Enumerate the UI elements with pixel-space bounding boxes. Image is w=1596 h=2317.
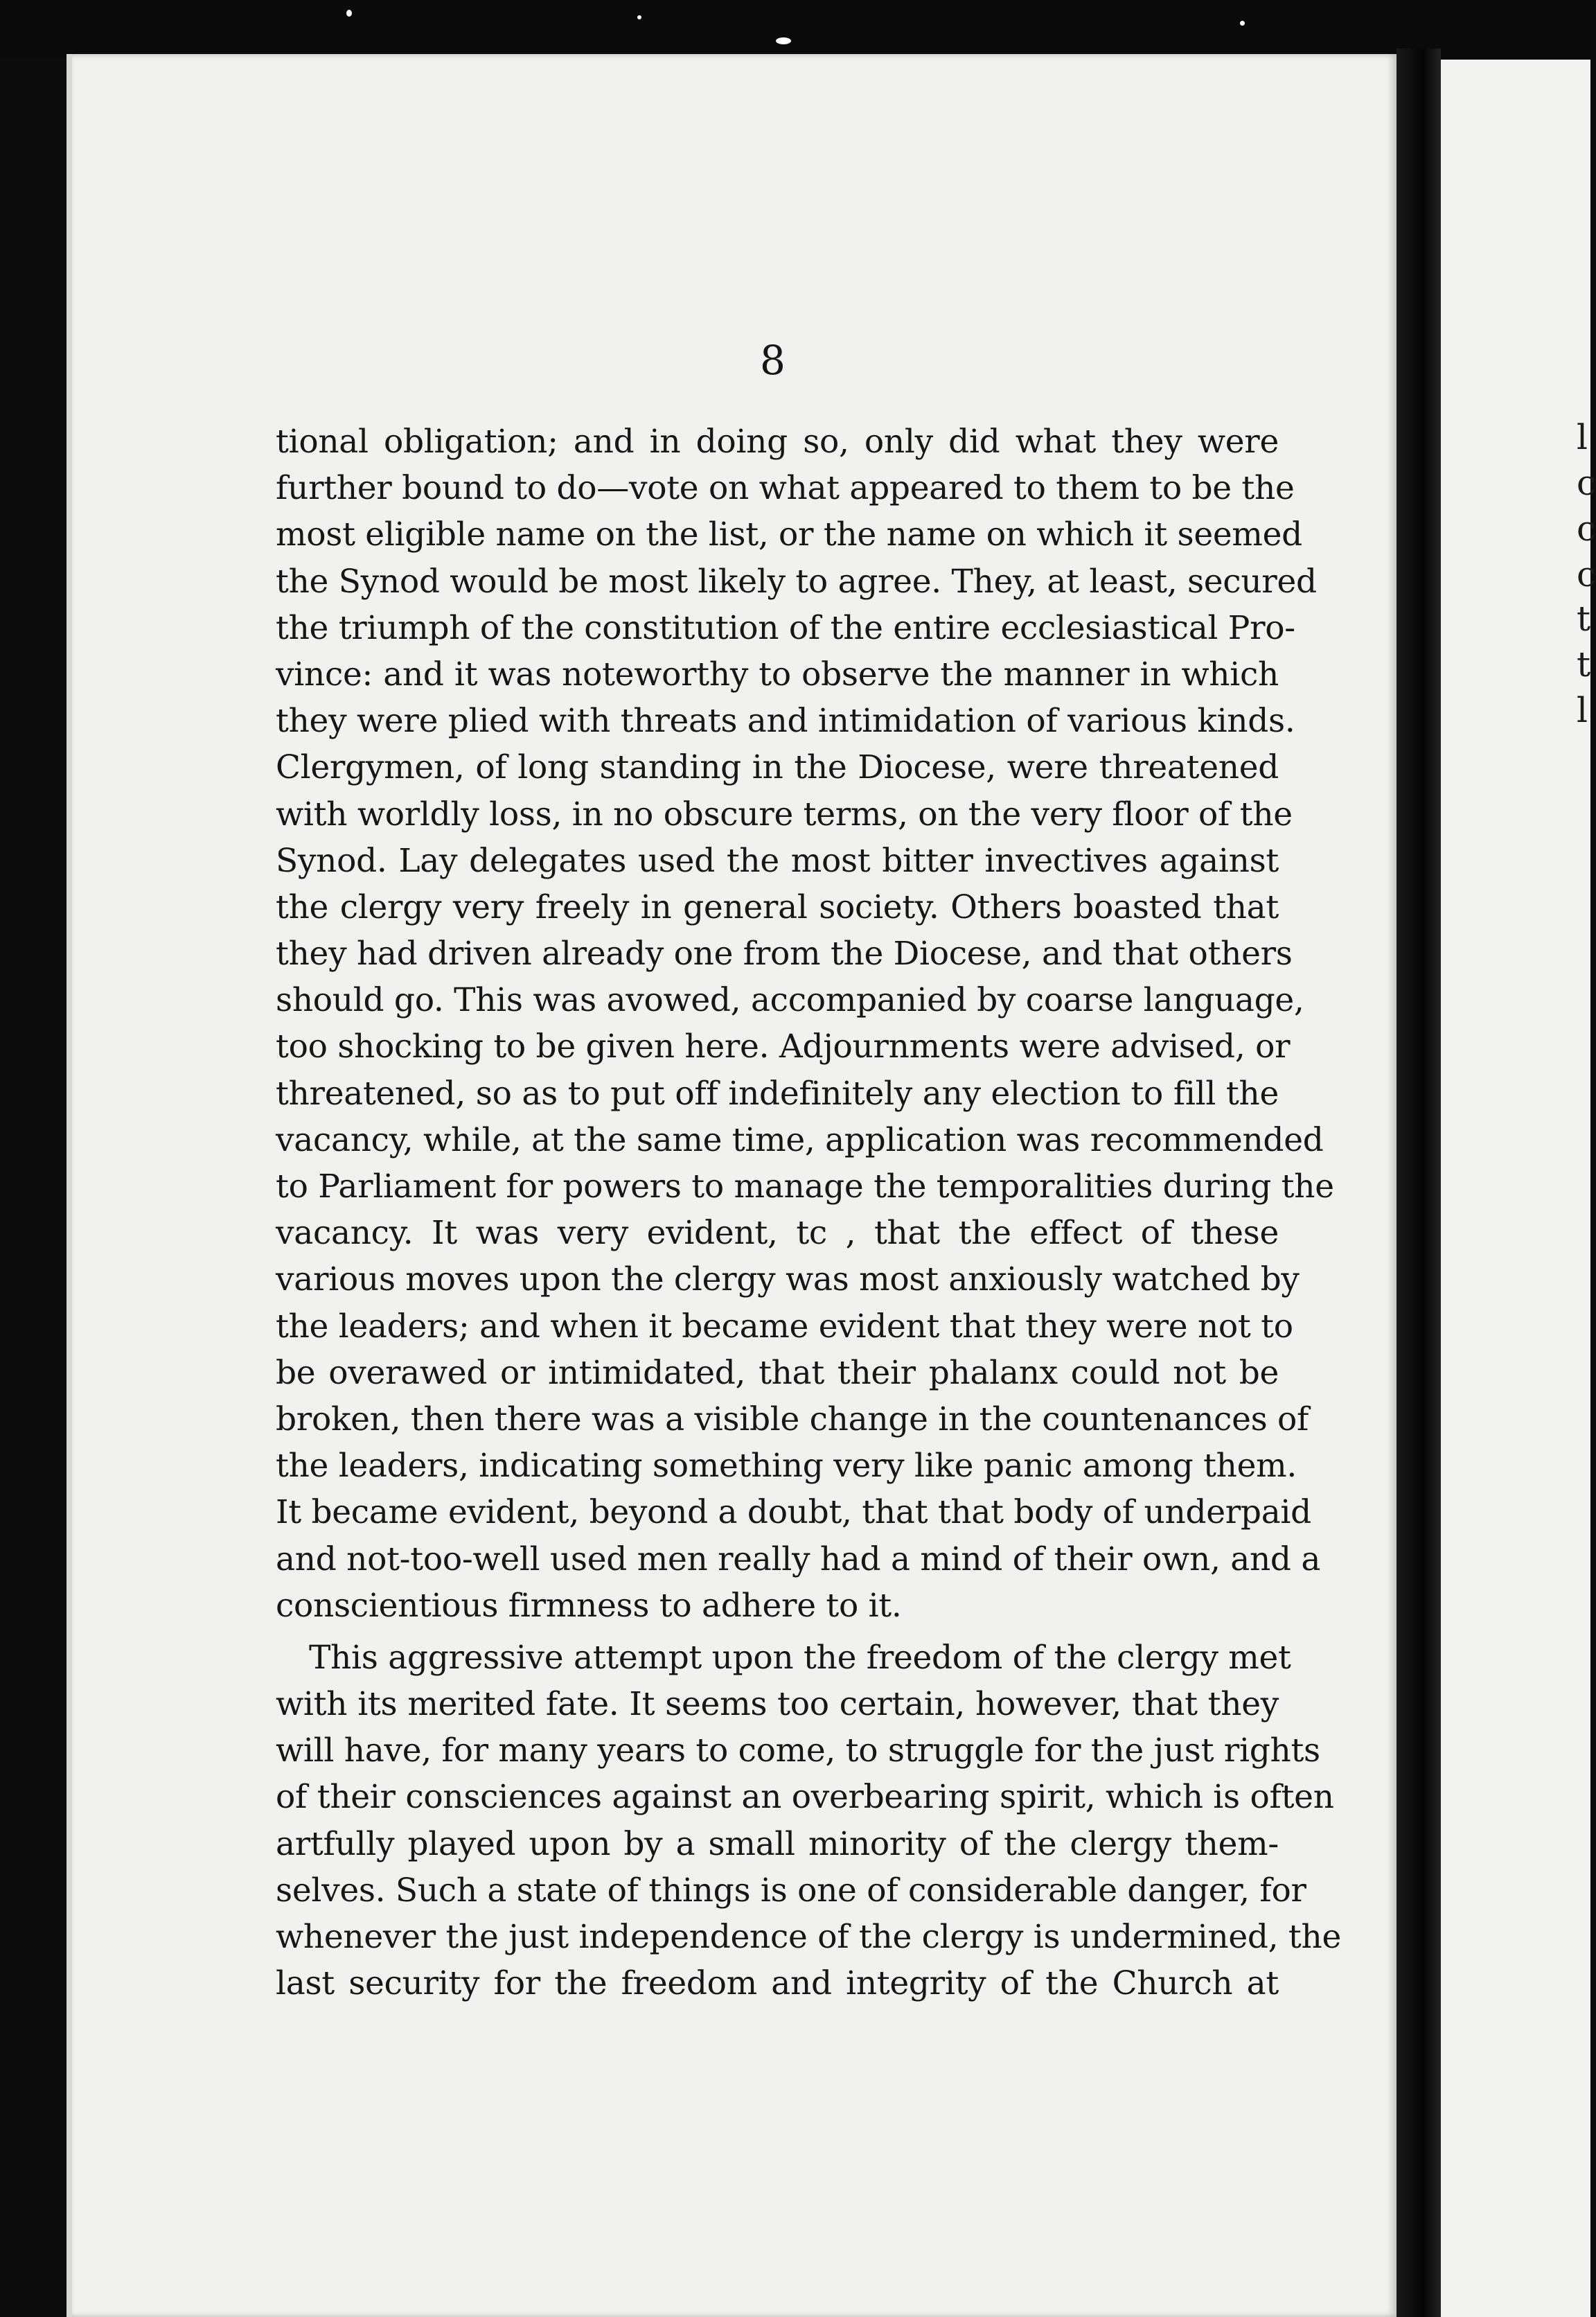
- facing-page-fragment: c: [1577, 463, 1596, 503]
- text-line: This aggressive attempt upon the freedom of the clergy met: [309, 1638, 1291, 1677]
- scan-top-border: [0, 0, 1590, 60]
- scan-speck: [637, 15, 641, 19]
- text-line: vacancy. It was very evident, tc , that the effect of these: [276, 1214, 1279, 1253]
- page-body-text: [276, 419, 1341, 2007]
- text-line: to Parliament for powers to manage the temporalities during the: [276, 1168, 1334, 1206]
- text-line: broken, then there was a visible change in the countenances of: [276, 1400, 1309, 1438]
- scan-speck: [346, 10, 352, 17]
- text-line: last security for the freedom and integrity of the Church at: [276, 1964, 1279, 2003]
- page-left-edge: [66, 54, 72, 2317]
- text-line: should go. This was avowed, accompanied by coarse language,: [276, 981, 1304, 1020]
- facing-page-edge: [1441, 60, 1596, 2317]
- text-line: will have, for many years to come, to struggle for the just rights: [276, 1732, 1320, 1770]
- facing-page-fragment: l: [1577, 417, 1588, 457]
- text-line: the leaders, indicating something very like panic among them.: [276, 1447, 1297, 1486]
- facing-page-fragment: c: [1577, 509, 1596, 549]
- text-line: the leaders; and when it became evident that they were not to: [276, 1307, 1293, 1346]
- text-line: the clergy very freely in general society. Others boasted that: [276, 888, 1279, 926]
- book-spine-gutter: [1396, 49, 1441, 2317]
- text-line: vacancy, while, at the same time, application was recommended: [276, 1120, 1324, 1159]
- text-line: the Synod would be most likely to agree. They, at least, secured: [276, 562, 1317, 601]
- paragraph-gap: [276, 1629, 1279, 1635]
- facing-page-fragment: t: [1577, 644, 1591, 685]
- text-line: they were plied with threats and intimidation of various kinds.: [276, 702, 1295, 741]
- text-line: vince: and it was noteworthy to observe the manner in which: [276, 655, 1279, 694]
- scan-speck: [776, 37, 791, 44]
- text-line: the triumph of the constitution of the entire ecclesiastical Pro-: [276, 608, 1295, 647]
- page-number: 8: [760, 337, 786, 384]
- text-line: too shocking to be given here. Adjournments were advised, or: [276, 1028, 1291, 1066]
- text-line: Synod. Lay delegates used the most bitter invectives against: [276, 841, 1279, 880]
- text-line: selves. Such a state of things is one of considerable danger, for: [276, 1871, 1306, 1910]
- facing-page-fragment: t: [1577, 599, 1591, 639]
- text-line: and not-too-well used men really had a mind of their own, and a: [276, 1540, 1321, 1578]
- facing-page-fragment: c: [1577, 554, 1596, 594]
- text-line: threatened, so as to put off indefinitely any election to fill the: [276, 1074, 1279, 1113]
- text-line: most eligible name on the list, or the name on which it seemed: [276, 516, 1302, 554]
- text-line: of their consciences against an overbearing spirit, which is often: [276, 1778, 1334, 1817]
- text-line: various moves upon the clergy was most anxiously watched by: [276, 1260, 1300, 1299]
- facing-page-fragment: l: [1577, 690, 1588, 730]
- text-line: they had driven already one from the Diocese, and that others: [276, 935, 1293, 974]
- text-line: with its merited fate. It seems too certain, however, that they: [276, 1685, 1279, 1724]
- scan-speck: [1240, 21, 1245, 26]
- text-line: with worldly loss, in no obscure terms, on the very floor of the: [276, 795, 1293, 834]
- text-line: whenever the just independence of the clergy is undermined, the: [276, 1918, 1341, 1956]
- text-line: conscientious firmness to adhere to it.: [276, 1586, 902, 1625]
- text-line: further bound to do—vote on what appeared to them to be the: [276, 469, 1295, 508]
- text-line: artfully played upon by a small minority of the clergy them-: [276, 1824, 1279, 1863]
- text-line: be overawed or intimidated, that their phalanx could not be: [276, 1353, 1279, 1392]
- text-line: Clergymen, of long standing in the Diocese, were threatened: [276, 748, 1279, 787]
- text-line: tional obligation; and in doing so, only did what they were: [276, 423, 1279, 461]
- text-line: It became evident, beyond a doubt, that that body of underpaid: [276, 1493, 1311, 1532]
